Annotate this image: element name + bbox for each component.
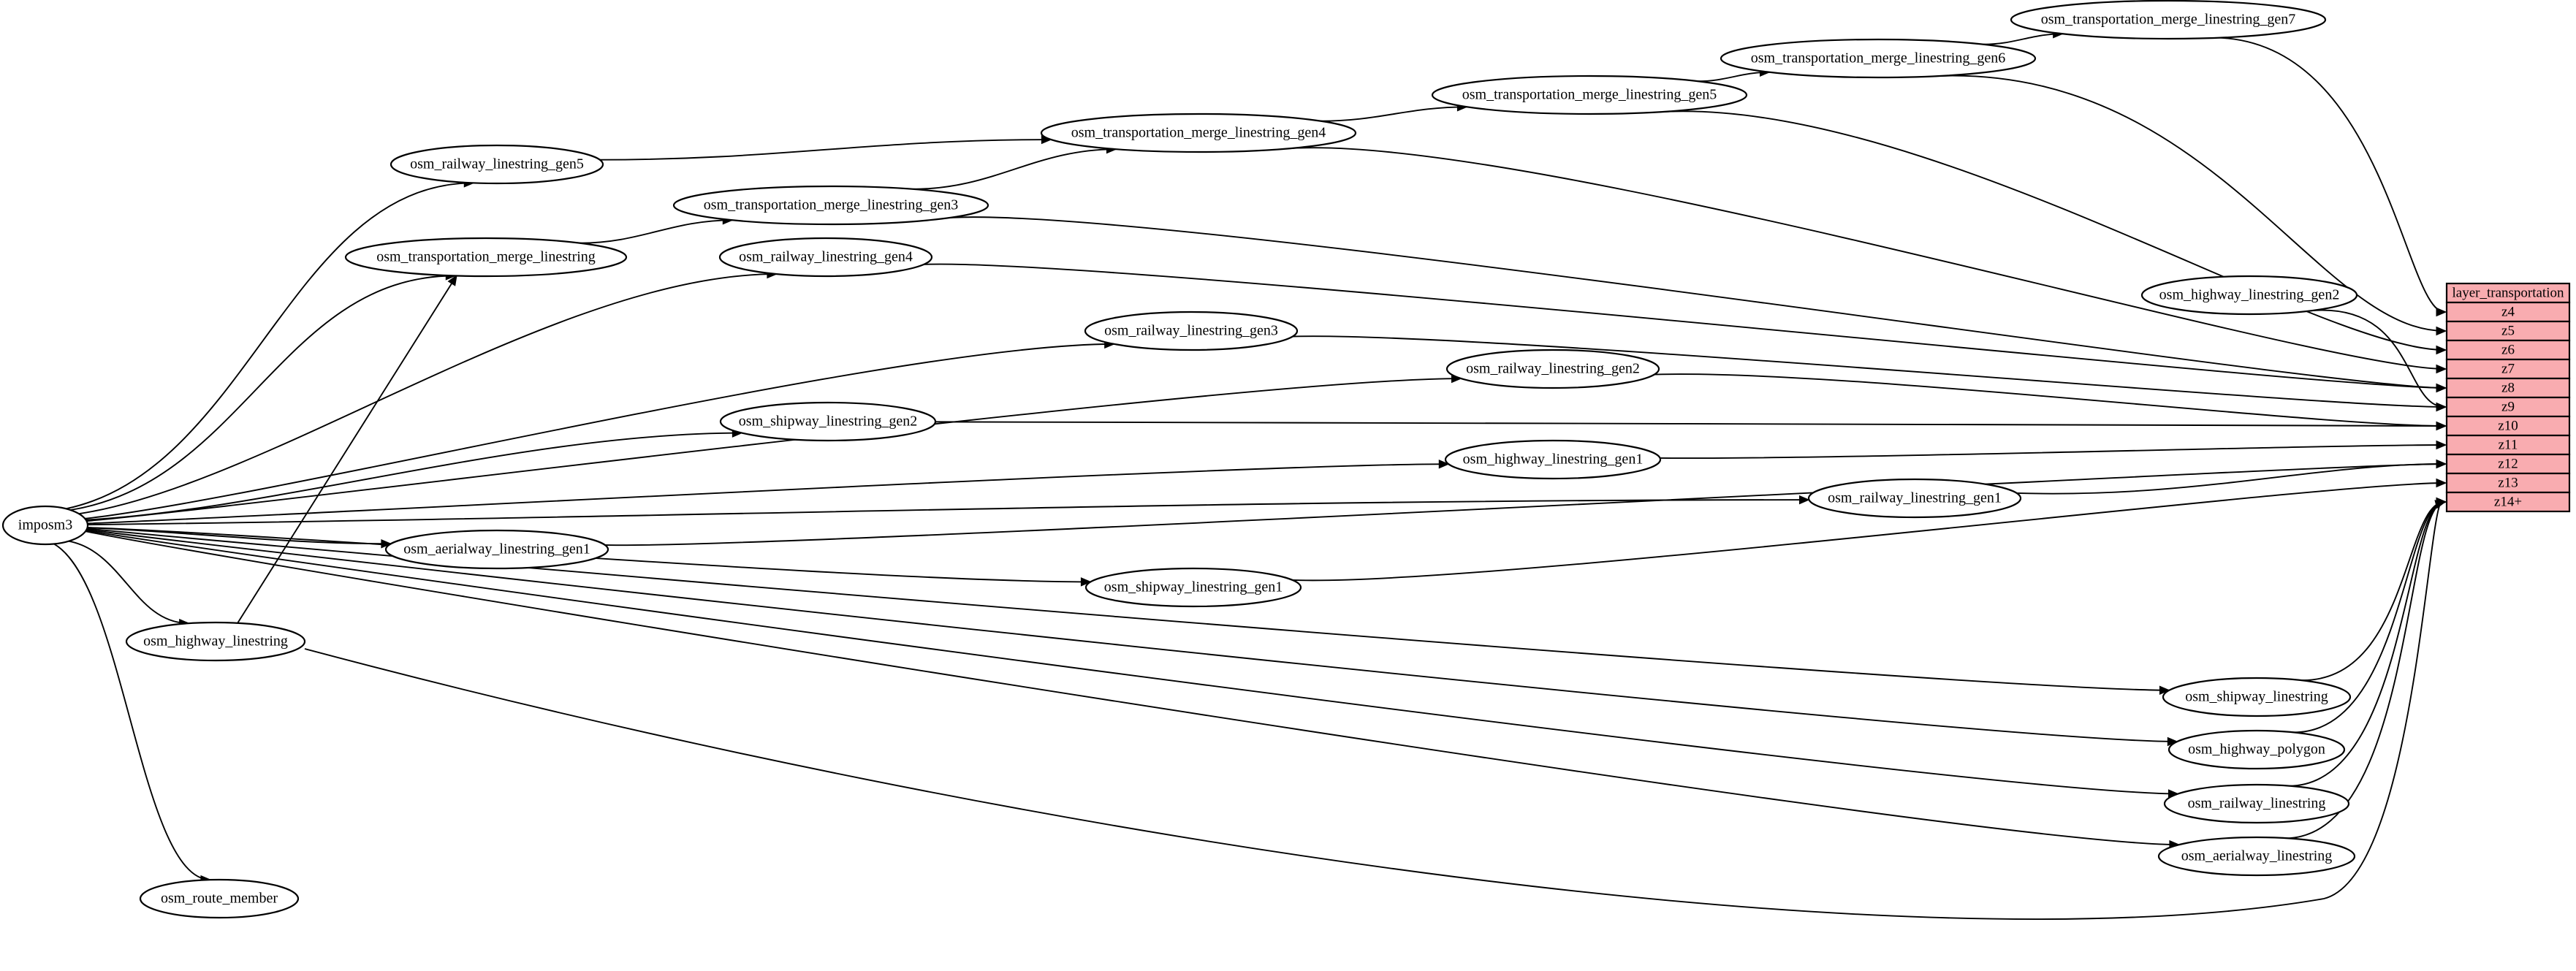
edge-osm_transportation_merge_linestring-to-osm_transportation_merge_linestring_gen3 <box>580 220 732 243</box>
node-label: osm_shipway_linestring_gen2 <box>738 413 918 430</box>
edge-imposm3-to-osm_railway_linestring_gen1 <box>88 500 1809 525</box>
edge-osm_transportation_merge_linestring_gen5-to-osm_transportation_merge_linestring_gen6 <box>1698 72 1770 81</box>
edge-osm_railway_linestring_gen1-to-layer <box>2017 464 2444 494</box>
node-label: osm_railway_linestring_gen2 <box>1466 360 1640 377</box>
edge-osm_highway_linestring_gen1-to-layer <box>1660 445 2444 458</box>
edge-imposm3-to-osm_railway_linestring_gen3 <box>85 344 1114 519</box>
edge-imposm3-to-osm_shipway_linestring_gen2 <box>86 433 742 520</box>
edge-imposm3-to-osm_railway_linestring_gen4 <box>79 274 777 514</box>
node-label: osm_transportation_merge_linestring <box>376 248 596 265</box>
edge-highway-linestring-to-layer <box>305 502 2441 919</box>
node-osm_aerialway_linestring[interactable] <box>2159 837 2355 875</box>
edge-arrowhead <box>2436 384 2446 392</box>
layer-table-header-label: layer_transportation <box>2452 285 2564 301</box>
layer-table-row-label: z14+ <box>2493 494 2523 510</box>
node-osm_shipway_linestring_gen1[interactable] <box>1086 568 1301 606</box>
edge-osm_transportation_merge_linestring_gen7-to-layer <box>2195 37 2444 312</box>
edge-imposm3-to-osm_highway_linestring_gen1 <box>88 464 1449 523</box>
node-label: osm_railway_linestring_gen4 <box>739 248 913 265</box>
node-label: osm_railway_linestring_gen5 <box>410 156 584 172</box>
node-osm_transportation_merge_linestring_gen5[interactable] <box>1432 76 1747 114</box>
edge-arrowhead <box>2436 308 2446 316</box>
edge-arrowhead <box>2436 422 2446 430</box>
edge-arrowhead <box>2436 479 2446 487</box>
edge-osm_transportation_merge_linestring_gen4-to-layer <box>1290 148 2444 369</box>
layer-table-row-label: z4 <box>2501 304 2515 320</box>
node-osm_transportation_merge_linestring_gen6[interactable] <box>1721 39 2035 77</box>
node-osm_highway_linestring[interactable] <box>126 622 305 660</box>
layer-table-row-label: z6 <box>2501 342 2515 358</box>
node-osm_railway_linestring_gen2[interactable] <box>1447 350 1659 388</box>
edge-arrowhead <box>2436 403 2446 411</box>
edge-imposm3-to-osm_transportation_merge_linestring <box>70 275 455 510</box>
layer-table-group <box>2447 283 2569 511</box>
node-label: osm_transportation_merge_linestring_gen3 <box>703 197 959 213</box>
node-osm_transportation_merge_linestring_gen7[interactable] <box>2011 1 2325 39</box>
edge-arrowhead <box>2435 500 2445 509</box>
node-label: osm_aerialway_linestring_gen1 <box>403 541 590 557</box>
edge-arrowhead <box>2436 441 2446 449</box>
node-label: osm_highway_linestring_gen2 <box>2159 286 2340 303</box>
edge-imposm3-to-osm_railway_linestring_gen2 <box>87 378 1462 521</box>
layer-table-row-label: z13 <box>2498 475 2518 491</box>
layer-table-row-label: z11 <box>2498 437 2518 453</box>
node-osm_railway_linestring_gen5[interactable] <box>391 145 603 183</box>
node-imposm3[interactable] <box>3 506 88 544</box>
edge-arrowhead <box>2436 346 2446 354</box>
node-label: osm_railway_linestring_gen3 <box>1104 322 1278 339</box>
layer-transportation-table[interactable] <box>2447 283 2569 511</box>
edge-osm_transportation_merge_linestring_gen5-to-layer <box>1657 111 2444 350</box>
node-osm_railway_linestring_gen4[interactable] <box>720 238 932 276</box>
edge-osm_shipway_linestring-to-layer <box>2287 502 2444 680</box>
node-osm_highway_linestring_gen1[interactable] <box>1445 441 1660 479</box>
layer-table-row-label: z8 <box>2501 380 2515 396</box>
node-osm_railway_linestring_gen1[interactable] <box>1809 479 2021 517</box>
node-label: osm_aerialway_linestring <box>2181 848 2333 864</box>
edge-osm_transportation_merge_linestring_gen6-to-osm_transportation_merge_linestring_gen7 <box>1983 34 2062 44</box>
node-label: osm_transportation_merge_linestring_gen4 <box>1071 124 1326 141</box>
node-label: osm_transportation_merge_linestring_gen7 <box>2040 11 2296 28</box>
node-osm_railway_linestring[interactable] <box>2165 785 2349 823</box>
layer-table-row-label: z7 <box>2501 361 2515 377</box>
layer-table-row-label: z9 <box>2501 399 2515 415</box>
node-label: osm_railway_linestring <box>2187 795 2326 812</box>
node-label: osm_railway_linestring_gen1 <box>1828 490 2002 506</box>
edge-arrowhead <box>2436 460 2446 468</box>
edge-arrowhead <box>2436 365 2446 373</box>
edge-osm_highway_linestring_gen2-to-layer <box>2300 311 2444 407</box>
node-label: osm_transportation_merge_linestring_gen5 <box>1462 86 1717 103</box>
node-osm_route_member[interactable] <box>140 880 298 918</box>
node-osm_transportation_merge_linestring[interactable] <box>346 238 626 276</box>
edge-arrowhead <box>1799 496 1809 504</box>
edge-osm_transportation_merge_linestring_gen4-to-osm_transportation_merge_linestring_gen5 <box>1321 107 1467 121</box>
node-osm_aerialway_linestring_gen1[interactable] <box>386 530 608 568</box>
edge-imposm3-to-osm_highway_polygon <box>87 530 2178 742</box>
node-label: imposm3 <box>18 517 73 533</box>
node-osm_transportation_merge_linestring_gen4[interactable] <box>1041 114 1356 152</box>
edge-imposm3-to-osm_route_member <box>54 544 210 880</box>
edge-imposm3-to-osm_railway_linestring <box>86 530 2178 793</box>
edge-arrowhead <box>2436 327 2446 335</box>
node-osm_railway_linestring_gen3[interactable] <box>1085 312 1297 350</box>
node-osm_highway_polygon[interactable] <box>2169 731 2344 769</box>
node-label: osm_shipway_linestring_gen1 <box>1103 579 1283 595</box>
node-label: osm_highway_linestring_gen1 <box>1462 451 1644 468</box>
node-label: osm_transportation_merge_linestring_gen6 <box>1750 50 2006 66</box>
edge-imposm3-to-osm_highway_linestring <box>69 541 189 623</box>
layer-table-row-label: z10 <box>2498 418 2518 434</box>
layer-table-row-label: z12 <box>2498 456 2518 472</box>
node-osm_shipway_linestring[interactable] <box>2163 678 2350 716</box>
node-label: osm_highway_polygon <box>2188 741 2325 758</box>
layer-table-row-label: z5 <box>2501 323 2515 339</box>
node-osm_highway_linestring_gen2[interactable] <box>2142 276 2357 314</box>
nodes-group <box>3 1 2357 918</box>
edge-osm_transportation_merge_linestring_gen3-to-osm_transportation_merge_linestring_gen4 <box>913 149 1117 189</box>
edge-osm_shipway_linestring_gen2-to-layer <box>935 422 2444 426</box>
node-label: osm_highway_linestring <box>143 633 288 650</box>
node-label: osm_shipway_linestring <box>2185 688 2328 705</box>
node-osm_transportation_merge_linestring_gen3[interactable] <box>674 186 988 224</box>
node-label: osm_route_member <box>161 890 278 907</box>
node-osm_shipway_linestring_gen2[interactable] <box>721 403 935 441</box>
edge-osm_railway_linestring_gen5-to-osm_transportation_merge_linestring_gen4 <box>600 140 1052 160</box>
